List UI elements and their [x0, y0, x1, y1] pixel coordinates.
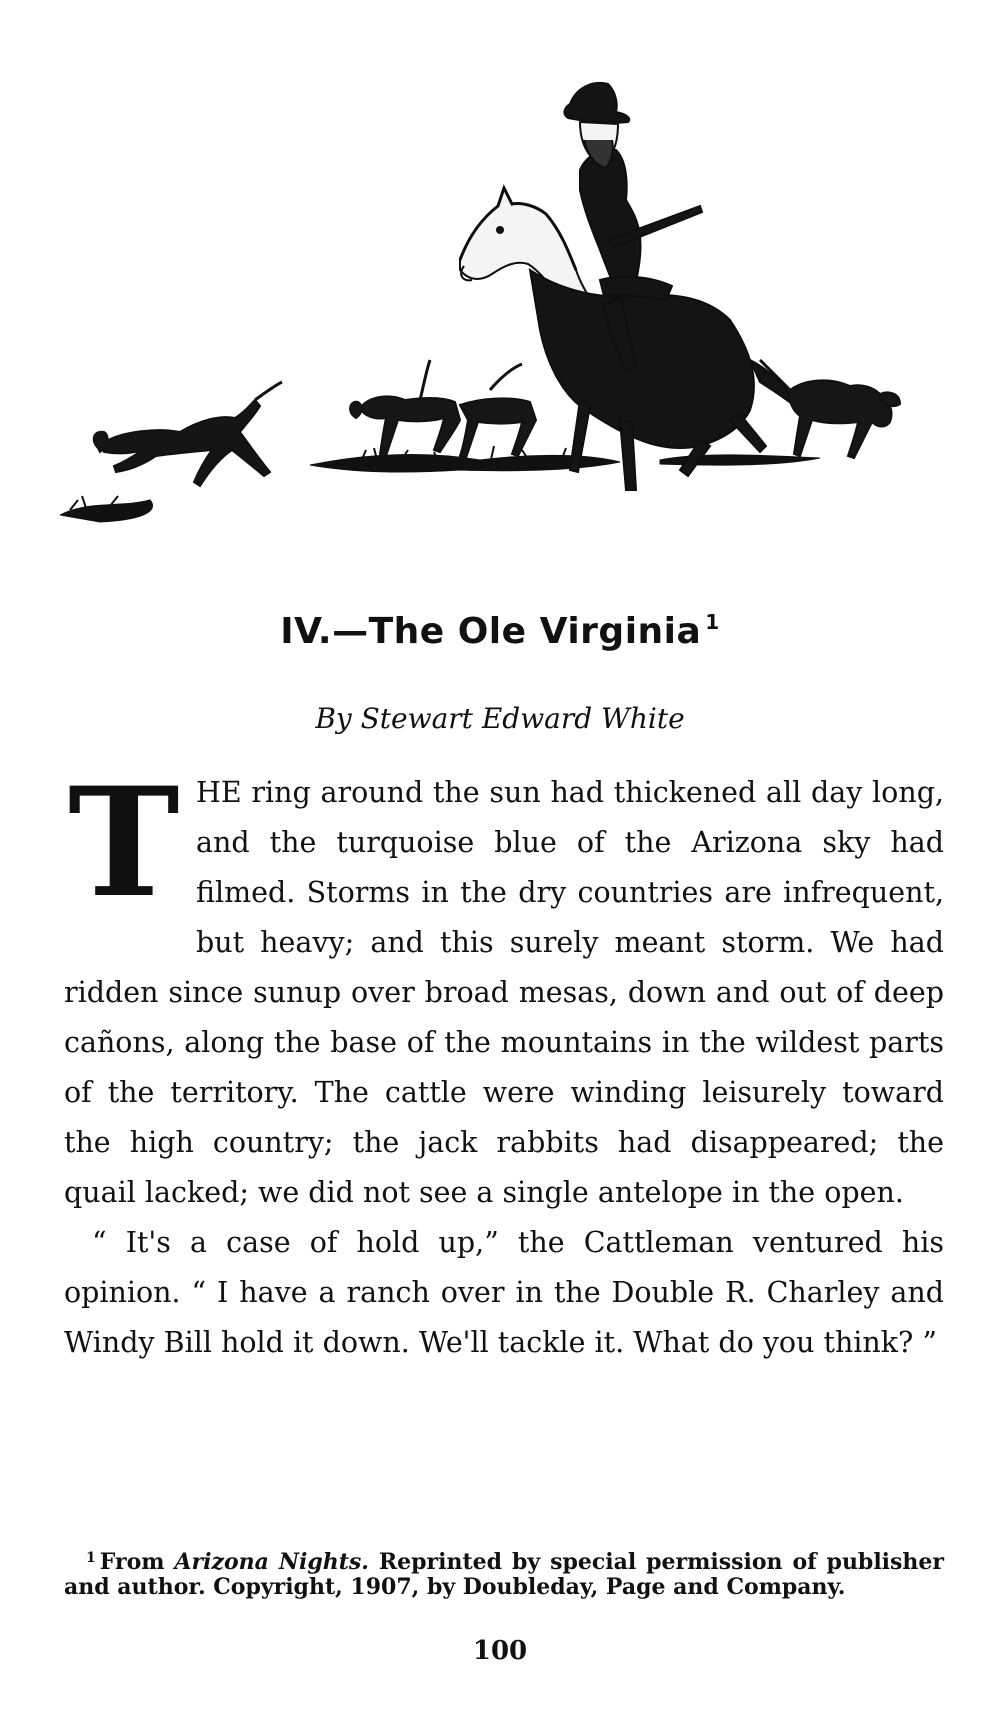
footnote-reference[interactable]: 1 — [705, 610, 720, 634]
leaping-hound — [94, 382, 282, 486]
body-text — [64, 755, 944, 1368]
hound-pack — [350, 360, 536, 458]
paragraph-1: HE ring around the sun had thickened all day long, and the turquoise blue of the Arizona sky had filmed. Storms in the dry countries are infrequent, but heavy; and this surely meant storm. We had ridden since sunup over broad mesas, down and out of deep cañons, along the base of the mountains in the wildest parts of the territory. The cattle were winding leisurely toward the high country; the jack rabbits had disappeared; the quail lacked; we did not see a single antelope in the open. — [64, 776, 944, 1209]
page-number: 100 — [472, 1636, 528, 1666]
paragraph-2: “ It's a case of hold up,” the Cattleman ventured his opinion. “ I have a ranch over in the Double R. Charley and Windy Bill hold it down. We'll tackle it. What do you think? ” — [64, 1226, 944, 1359]
footnote-text: Reprinted by special permission of publisher and author. Copyright, 1907, by Doubleday, Page and Company. — [64, 1549, 944, 1600]
footnote-marker: 1 — [86, 1550, 96, 1566]
drop-cap-letter: T — [68, 755, 180, 931]
horse-and-rider — [460, 83, 800, 490]
chapter-illustration — [60, 60, 960, 580]
chapter-title — [0, 610, 1000, 652]
chapter-title-text: IV.—The Ole Virginia — [280, 611, 702, 652]
footnote-source-title: Arizona Nights. — [174, 1549, 369, 1575]
footnote — [64, 1546, 944, 1600]
drop-cap — [64, 755, 190, 931]
ground-grass — [60, 446, 820, 522]
footnote-prefix: From — [99, 1549, 165, 1575]
running-hound-right — [760, 360, 900, 458]
byline: By Stewart Edward White — [315, 702, 685, 735]
